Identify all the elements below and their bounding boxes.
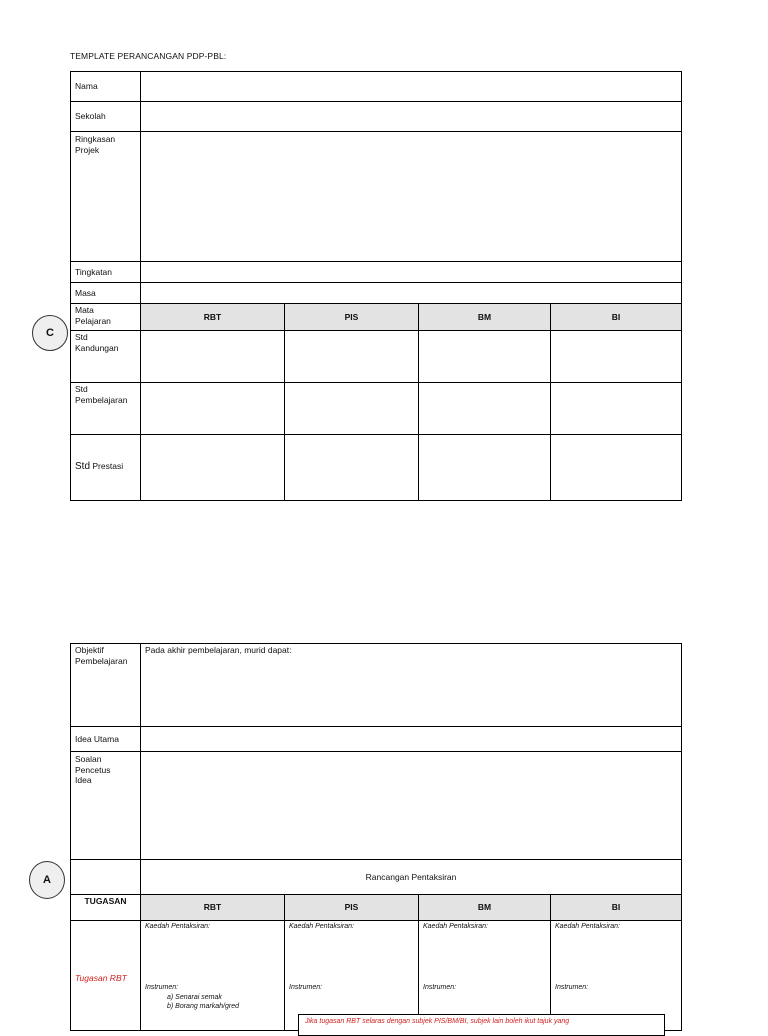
field-objektif-pembelajaran[interactable]: Pada akhir pembelajaran, murid dapat:: [141, 644, 682, 727]
rancangan-pentaksiran-heading: Rancangan Pentaksiran: [141, 860, 682, 895]
kaedah-label-bi: Kaedah Pentaksiran:: [555, 923, 620, 930]
label-std-prestasi-text: Prestasi: [90, 461, 124, 472]
document-title: TEMPLATE PERANCANGAN PDP-PBL:: [70, 51, 227, 61]
field-nama[interactable]: [141, 72, 682, 102]
field-soalan-pencetus-idea[interactable]: [141, 752, 682, 860]
label-objektif-pembelajaran: Objektif Pembelajaran: [71, 644, 141, 727]
cell-kandungan-bi[interactable]: [551, 331, 682, 383]
kaedah-label-bm: Kaedah Pentaksiran:: [423, 923, 488, 930]
planning-table-2: [70, 643, 682, 1031]
assessment-cell-rbt[interactable]: [141, 921, 285, 1031]
label-std-prestasi: [71, 435, 141, 501]
label-nama: Nama: [71, 72, 141, 102]
label-ringkasan-projek: Ringkasan Projek: [71, 132, 141, 262]
field-ringkasan-projek[interactable]: [141, 132, 682, 262]
assessment-header-rbt: RBT: [141, 895, 285, 921]
cell-pembelajaran-rbt[interactable]: [141, 383, 285, 435]
cell-kandungan-bm[interactable]: [419, 331, 551, 383]
subject-header-bm: BM: [419, 304, 551, 331]
cell-blank-rancangan: [71, 860, 141, 895]
assessment-header-pis: PIS: [285, 895, 419, 921]
instrumen-item: a) Senarai semak: [167, 993, 222, 1001]
note-box: [298, 1014, 665, 1036]
label-sekolah: Sekolah: [71, 102, 141, 132]
label-std-kandungan: Std Kandungan: [71, 331, 141, 383]
planning-table-1: [70, 71, 682, 501]
label-masa: Masa: [71, 283, 141, 304]
cell-pembelajaran-pis[interactable]: [285, 383, 419, 435]
marker-a-circle: A: [29, 861, 65, 899]
cell-pembelajaran-bm[interactable]: [419, 383, 551, 435]
instrumen-label-pis: Instrumen:: [289, 983, 323, 991]
label-std-pembelajaran: Std Pembelajaran: [71, 383, 141, 435]
cell-kandungan-rbt[interactable]: [141, 331, 285, 383]
tugasan-rbt-label: Tugasan RBT: [75, 973, 127, 983]
cell-prestasi-bi[interactable]: [551, 435, 682, 501]
tugasan-header: TUGASAN: [71, 895, 141, 921]
kaedah-label-pis: Kaedah Pentaksiran:: [289, 923, 354, 930]
label-mata-pelajaran: Mata Pelajaran: [71, 304, 141, 331]
instrumen-label-rbt: Instrumen:: [145, 983, 179, 991]
instrumen-label-bm: Instrumen:: [423, 983, 457, 991]
cell-pembelajaran-bi[interactable]: [551, 383, 682, 435]
cell-prestasi-rbt[interactable]: [141, 435, 285, 501]
cell-kandungan-pis[interactable]: [285, 331, 419, 383]
field-idea-utama[interactable]: [141, 727, 682, 752]
assessment-header-bm: BM: [419, 895, 551, 921]
cell-prestasi-bm[interactable]: [419, 435, 551, 501]
instrumen-list-rbt: [145, 993, 280, 1011]
kaedah-label-rbt: Kaedah Pentaksiran:: [145, 923, 210, 930]
label-idea-utama: Idea Utama: [71, 727, 141, 752]
subject-header-bi: BI: [551, 304, 682, 331]
field-sekolah[interactable]: [141, 102, 682, 132]
note-text: Jika tugasan RBT selaras dengan subjek PIS/BM/BI, subjek lain boleh ikut tajuk yang: [305, 1018, 570, 1025]
instrumen-item: b) Borang markah/gred: [167, 1002, 239, 1010]
marker-c-circle: C: [32, 315, 68, 351]
field-tingkatan[interactable]: [141, 262, 682, 283]
subject-header-pis: PIS: [285, 304, 419, 331]
label-tingkatan: Tingkatan: [71, 262, 141, 283]
field-masa[interactable]: [141, 283, 682, 304]
subject-header-rbt: RBT: [141, 304, 285, 331]
cell-prestasi-pis[interactable]: [285, 435, 419, 501]
assessment-header-bi: BI: [551, 895, 682, 921]
tugasan-rbt-cell: [71, 921, 141, 1031]
label-std-prestasi-std: Std: [75, 461, 91, 473]
instrumen-label-bi: Instrumen:: [555, 983, 589, 991]
label-soalan-pencetus-idea: Soalan Pencetus Idea: [71, 752, 141, 860]
